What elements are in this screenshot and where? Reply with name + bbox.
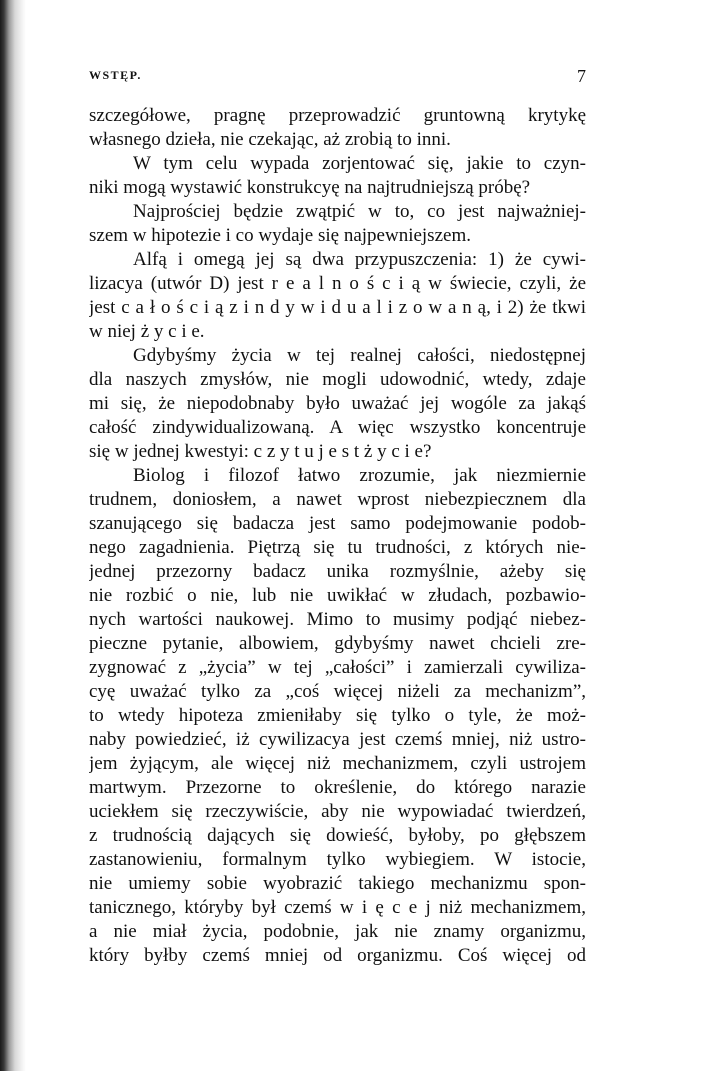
text-line: Alfą i omegą jej są dwa przypuszczenia: 1) że cywi-	[133, 249, 586, 270]
text-line: jem żyjącym, ale więcej niż mechanizmem, czyli ustrojem	[89, 753, 586, 774]
text-line: to wtedy hipoteza zmieniłaby się tylko o tyle, że moż-	[89, 705, 586, 726]
text-line: dla naszych zmysłów, nie mogli udowodnić, wtedy, zdaje	[89, 369, 586, 390]
text-line: Biolog i filozof łatwo zrozumie, jak niezmiernie	[133, 465, 586, 486]
text-line: własnego dzieła, nie czekając, aż zrobią to inni.	[89, 129, 451, 150]
text-line: który byłby czemś mniej od organizmu. Coś więcej od	[89, 945, 586, 966]
text-line: szanującego się badacza jest samo podejmowanie podob-	[89, 513, 586, 534]
text-line: Gdybyśmy życia w tej realnej całości, niedostępnej	[133, 345, 586, 366]
text-line: a nie miał życia, podobnie, jak nie znamy organizmu,	[89, 921, 586, 942]
text-line: mi się, że niepodobnaby było uważać jej wogóle za jakąś	[89, 393, 586, 414]
text-line: szem w hipotezie i co wydaje się najpewniejszem.	[89, 225, 471, 246]
text-line: całość zindywidualizowaną. A więc wszystko koncentruje	[89, 417, 586, 438]
text-line: W tym celu wypada zorjentować się, jakie to czyn-	[133, 153, 586, 174]
text-line: tanicznego, któryby był czemś w i ę c e j niż mechanizmem,	[89, 897, 586, 918]
text-line: uciekłem się rzeczywiście, aby nie wypowiadać twierdzeń,	[89, 801, 586, 822]
text-line: nie rozbić o nie, lub nie uwikłać w złudach, pozbawio-	[89, 585, 586, 606]
text-line: Najprościej będzie zwątpić w to, co jest najważniej-	[133, 201, 586, 222]
text-line: lizacya (utwór D) jest r e a l n o ś c i ą w świecie, czyli, że	[89, 273, 586, 294]
text-line: trudnem, doniosłem, a nawet wprost niebezpiecznem dla	[89, 489, 586, 510]
page-number: 7	[577, 66, 586, 86]
text-line: nie umiemy sobie wyobrazić takiego mechanizmu spon-	[89, 873, 586, 894]
text-line: z trudnością dających się dowieść, byłoby, po głębszem	[89, 825, 586, 846]
text-line: w niej ż y c i e.	[89, 321, 205, 342]
text-line: pieczne pytanie, albowiem, gdybyśmy nawet chcieli zre-	[89, 633, 586, 654]
text-line: się w jednej kwestyi: c z y t u j e s t ż y c i e?	[89, 441, 432, 462]
scan-edge-shadow	[0, 0, 26, 1071]
text-line: szczegółowe, pragnę przeprowadzić gruntowną krytykę	[89, 105, 586, 126]
body-text	[89, 104, 586, 968]
text-line: nych wartości naukowej. Mimo to musimy podjąć niebez-	[89, 609, 586, 630]
text-line: niki mogą wystawić konstrukcyę na najtrudniejszą próbę?	[89, 177, 531, 198]
text-line: zastanowieniu, formalnym tylko wybiegiem. W istocie,	[89, 849, 586, 870]
text-line: cyę uważać tylko za „coś więcej niżeli za mechanizm”,	[89, 681, 586, 702]
running-head-title: WSTĘP.	[89, 68, 142, 82]
running-head	[89, 66, 586, 88]
text-line: zygnować z „życia” w tej „całości” i zamierzali cywiliza-	[89, 657, 586, 678]
text-line: martwym. Przezorne to określenie, do którego narazie	[89, 777, 586, 798]
text-line: naby powiedzieć, iż cywilizacya jest czemś mniej, niż ustro-	[89, 729, 586, 750]
text-line: jest c a ł o ś c i ą z i n d y w i d u a l i z o w a n ą, i 2) że tkwi	[89, 297, 586, 318]
text-line: nego zagadnienia. Piętrzą się tu trudności, z których nie-	[89, 537, 586, 558]
text-line: jednej przezorny badacz unika rozmyślnie, ażeby się	[89, 561, 586, 582]
